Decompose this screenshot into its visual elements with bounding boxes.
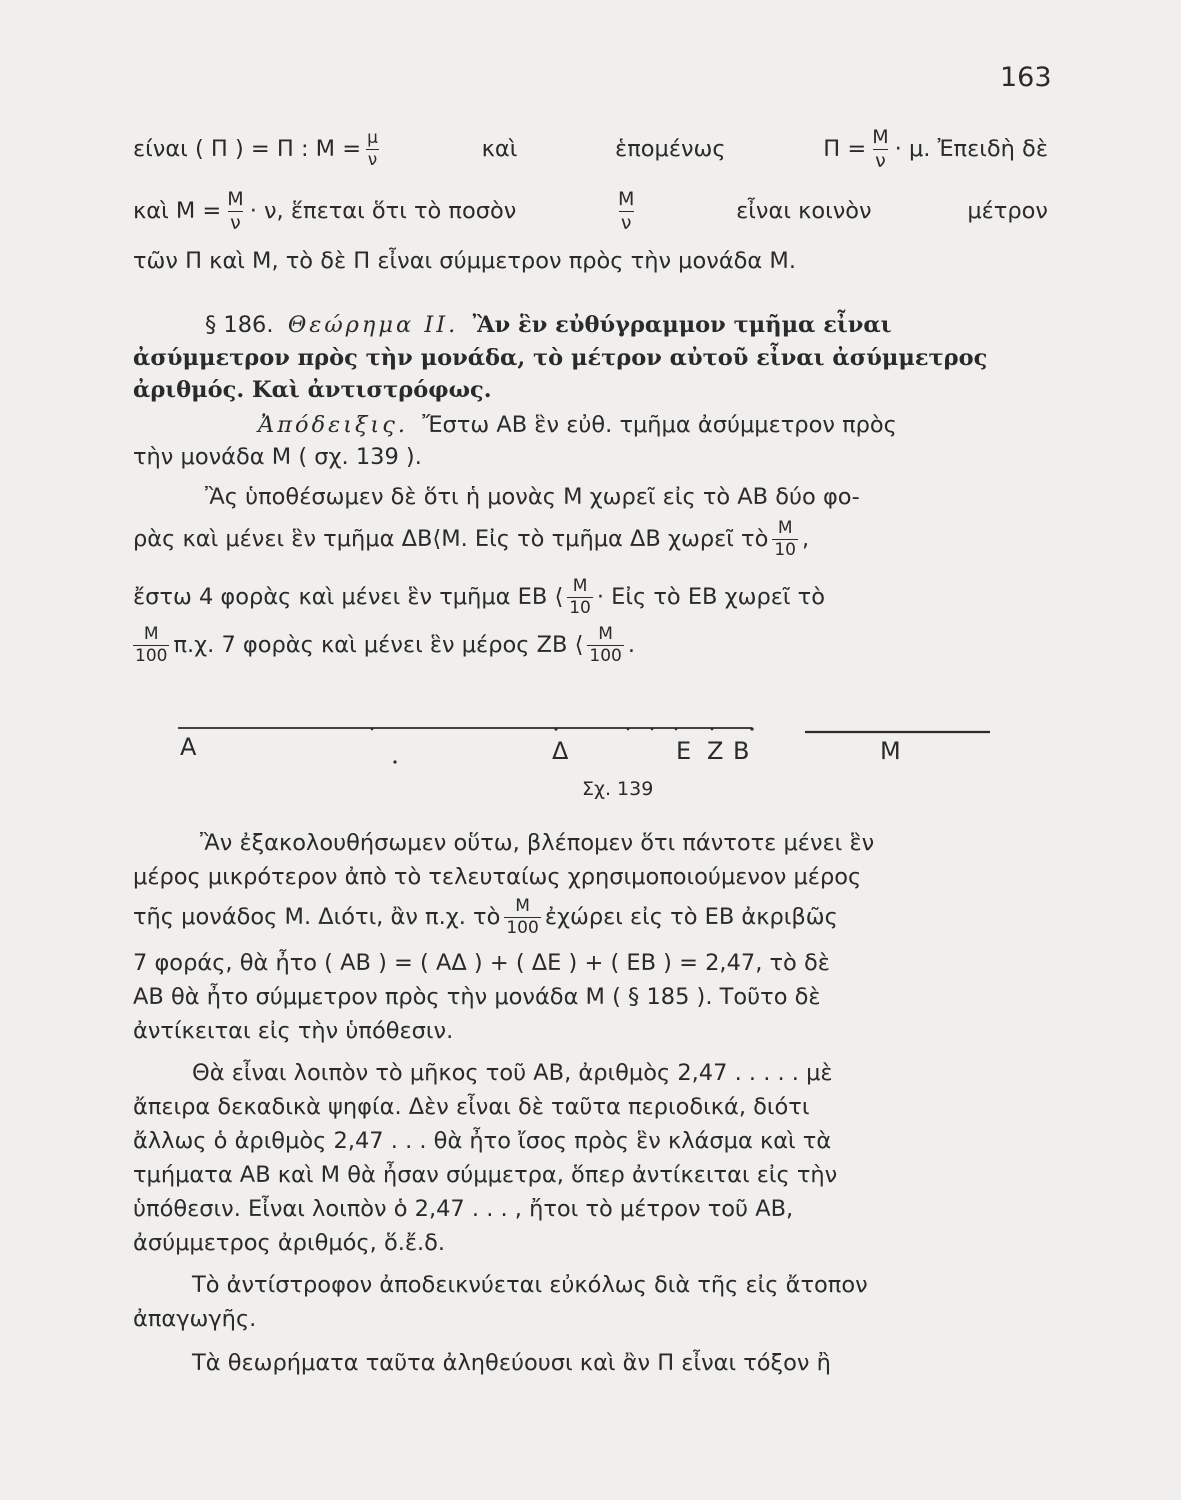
text-line: ἀντίκειται εἰς τὴν ὑπόθεσιν.: [133, 1018, 454, 1044]
text-line: μέρος μικρότερον ἀπὸ τὸ τελευταίως χρησιμοποιούμενον μέρος: [133, 864, 862, 890]
text-line: ἀπαγωγῆς.: [133, 1306, 257, 1332]
label-d: Δ: [552, 737, 569, 765]
text-line: ἀσύμμετρος ἀριθμός, ὅ.ἔ.δ.: [133, 1230, 446, 1256]
theorem-text: ἀσύμμετρον πρὸς τὴν μονάδα, τὸ μέτρον αὐτοῦ εἶναι ἀσύμμετρος: [133, 345, 988, 371]
text-line: Τὰ θεωρήματα ταῦτα ἀληθεύουσι καὶ ἂν Π εἶναι τόξον ἢ: [192, 1350, 831, 1376]
text-line: ἄπειρα δεκαδικὰ ψηφία. Δὲν εἶναι δὲ ταῦτα περιοδικά, διότι: [133, 1094, 810, 1120]
proof-line: Ἀπόδειξις. Ἔστω ΑΒ ἓν εὐθ. τμῆμα ἀσύμμετρον πρὸς: [258, 412, 897, 438]
label-a: Α: [180, 733, 197, 761]
text-line: είναι ( Π ) = Π : Μ = $\frac{\mu}{\nu}$ καὶ ἑπομένως Π = $\frac{M}{\nu}$ · μ. Ἐπειδὴ δὲ: [133, 126, 1048, 172]
text-line: Θὰ εἶναι λοιπὸν τὸ μῆκος τοῦ ΑΒ, ἀριθμὸς 2,47 . . . . . μὲ: [192, 1060, 833, 1086]
tick-mark: [651, 728, 654, 731]
text-line: ἄλλως ὁ ἀριθμὸς 2,47 . . . θὰ ἦτο ἴσος πρὸς ἓν κλάσμα καὶ τὰ: [133, 1128, 832, 1154]
text-line: ἔστω 4 φορὰς καὶ μένει ἓν τμῆμα ΕΒ ⟨ $\frac{M}{10}$ · Εἰς τὸ ΕΒ χωρεῖ τὸ: [133, 576, 825, 618]
fraction: $\frac{M}{10}$: [774, 518, 796, 560]
tick-mark: [371, 728, 374, 731]
tick-mark: [627, 728, 630, 731]
text-line: ΑΒ θὰ ἦτο σύμμετρον πρὸς τὴν μονάδα Μ ( § 185 ). Τοῦτο δὲ: [133, 984, 821, 1010]
fraction: $\frac{M}{\nu}$: [872, 126, 889, 172]
text-line: τῆς μονάδος Μ. Διότι, ἂν π.χ. τὸ $\frac{M}{100}$ ἐχώρει εἰς τὸ ΕΒ ἀκριβῶς: [133, 896, 838, 938]
text-line: καὶ Μ = $\frac{M}{\nu}$ · ν, ἕπεται ὅτι τὸ ποσὸν $\frac{M}{\nu}$ εἶναι κοινὸν μέτρον: [133, 188, 1048, 234]
fraction: $\frac{M}{10}$: [569, 576, 591, 618]
fraction: $\frac{M}{100}$: [135, 624, 168, 666]
text-line: 7 φοράς, θὰ ἦτο ( ΑΒ ) = ( ΑΔ ) + ( ΔΕ ) + ( ΕΒ ) = 2,47, τὸ δὲ: [133, 950, 830, 976]
text-line: $\frac{M}{100}$ π.χ. 7 φορὰς καὶ μένει ἓν μέρος ΖΒ ⟨ $\frac{M}{100}$ .: [135, 624, 635, 666]
point-e: [675, 728, 678, 731]
fraction: $\frac{M}{100}$: [589, 624, 622, 666]
label-z: Ζ: [707, 737, 724, 765]
theorem-text: ἀριθμός. Καὶ ἀντιστρόφως.: [133, 377, 492, 403]
page-number: 163: [1000, 62, 1052, 93]
fraction: $\frac{M}{\nu}$: [227, 188, 244, 234]
label-b: Β: [733, 737, 750, 765]
point-z: [711, 728, 714, 731]
text-line: Ἂν ἐξακολουθήσωμεν οὕτω, βλέπομεν ὅτι πάντοτε μένει ἓν: [200, 830, 875, 856]
text-line: Τὸ ἀντίστροφον ἀποδεικνύεται εὐκόλως διὰ τῆς εἰς ἄτοπον: [192, 1272, 868, 1298]
label-m: Μ: [880, 737, 901, 765]
label-e: Ε: [676, 737, 692, 765]
point-b: [750, 727, 753, 730]
fraction: $\frac{\mu}{\nu}$: [367, 128, 378, 170]
dot-mark: [393, 760, 396, 763]
point-d: [554, 727, 557, 730]
theorem-heading: § 186. Θεώρημα ΙΙ. Ἂν ἓν εὐθύγραμμον τμῆμα εἶναι: [205, 312, 892, 338]
fraction: $\frac{M}{\nu}$: [618, 188, 635, 234]
text-line: τῶν Π καὶ Μ, τὸ δὲ Π εἶναι σύμμετρον πρὸς τὴν μονάδα Μ.: [133, 248, 796, 274]
figure-caption: Σχ. 139: [582, 778, 654, 800]
text-line: ὑπόθεσιν. Εἶναι λοιπὸν ὁ 2,47 . . . , ἤτοι τὸ μέτρον τοῦ ΑΒ,: [133, 1196, 794, 1222]
fraction: $\frac{M}{100}$: [506, 896, 539, 938]
text-line: τὴν μονάδα Μ ( σχ. 139 ).: [133, 444, 422, 470]
text-line: Ἂς ὑποθέσωμεν δὲ ὅτι ἡ μονὰς Μ χωρεῖ εἰς τὸ ΑΒ δύο φο-: [205, 484, 860, 510]
text-line: ρὰς καὶ μένει ἓν τμῆμα ΔΒ⟨Μ. Εἰς τὸ τμῆμα ΔΒ χωρεῖ τὸ $\frac{M}{10}$ ,: [133, 518, 810, 560]
text-line: τμήματα ΑΒ καὶ Μ θὰ ἦσαν σύμμετρα, ὅπερ ἀντίκειται εἰς τὴν: [133, 1162, 838, 1188]
